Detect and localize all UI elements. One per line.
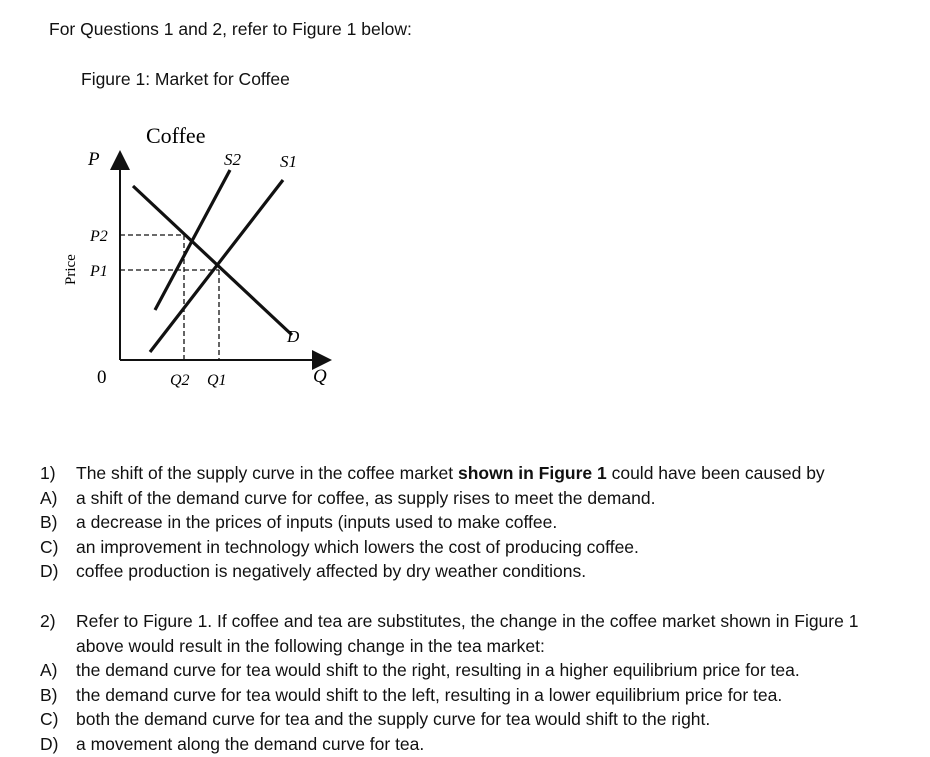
option-letter: C) xyxy=(40,709,59,730)
option-text: a shift of the demand curve for coffee, as supply rises to meet the demand. xyxy=(76,487,656,508)
option-d[interactable] xyxy=(40,732,920,757)
price-side-label: Price xyxy=(63,254,79,285)
option-a[interactable] xyxy=(40,658,920,683)
tick-label-q2: Q2 xyxy=(170,372,190,389)
question-number: 1) xyxy=(40,463,56,483)
question-1 xyxy=(40,461,910,584)
option-b[interactable] xyxy=(40,683,920,708)
stem-bold-text: shown in Figure 1 xyxy=(457,463,607,483)
tick-label-p1: P1 xyxy=(90,263,108,280)
option-c[interactable] xyxy=(40,707,920,732)
option-letter: A) xyxy=(40,660,58,681)
option-text: the demand curve for tea would shift to the left, resulting in a lower equilibrium price for tea. xyxy=(76,684,783,705)
option-letter: B) xyxy=(40,684,58,705)
option-text: the demand curve for tea would shift to the right, resulting in a higher equilibrium price for tea. xyxy=(76,660,800,681)
option-d[interactable] xyxy=(40,559,910,584)
question-1-stem xyxy=(40,461,910,486)
quantity-axis-label: Q xyxy=(313,366,327,387)
option-letter: D) xyxy=(40,561,59,582)
curve-label-s1: S1 xyxy=(280,152,297,171)
option-letter: C) xyxy=(40,536,59,557)
demand-curve xyxy=(133,186,292,335)
option-letter: B) xyxy=(40,512,58,533)
chart-title: Coffee xyxy=(146,123,206,148)
option-b[interactable] xyxy=(40,510,910,535)
question-2 xyxy=(40,609,920,757)
option-a[interactable] xyxy=(40,486,910,511)
option-c[interactable] xyxy=(40,535,910,560)
stem-text-end: could have been caused by xyxy=(606,463,825,483)
stem-text: above would result in the following change in the tea market: xyxy=(76,635,545,656)
option-letter: A) xyxy=(40,487,58,508)
question-2-stem-cont xyxy=(40,634,920,659)
option-text: coffee production is negatively affected by dry weather conditions. xyxy=(76,561,587,582)
intro-text: For Questions 1 and 2, refer to Figure 1 below: xyxy=(49,19,412,39)
option-text: a movement along the demand curve for tea. xyxy=(76,733,425,754)
tick-label-p2: P2 xyxy=(90,228,108,245)
option-text: an improvement in technology which lowers the cost of producing coffee. xyxy=(76,536,639,557)
tick-label-q1: Q1 xyxy=(207,372,227,389)
option-text: both the demand curve for tea and the supply curve for tea would shift to the right. xyxy=(76,709,711,730)
stem-text: The shift of the supply curve in the coffee market xyxy=(76,463,458,483)
option-letter: D) xyxy=(40,733,59,754)
figure-caption: Figure 1: Market for Coffee xyxy=(81,69,290,89)
origin-label: 0 xyxy=(97,367,107,388)
curve-label-s2: S2 xyxy=(224,150,241,169)
price-axis-label: P xyxy=(88,149,100,170)
option-text: a decrease in the prices of inputs (inputs used to make coffee. xyxy=(76,512,558,533)
question-2-stem xyxy=(40,609,920,634)
curve-label-d: D xyxy=(287,327,300,346)
stem-text: Refer to Figure 1. If coffee and tea are substitutes, the change in the coffee market shown in Figure 1 xyxy=(76,611,859,631)
supply-curve-s1 xyxy=(150,180,283,352)
question-number: 2) xyxy=(40,611,56,631)
